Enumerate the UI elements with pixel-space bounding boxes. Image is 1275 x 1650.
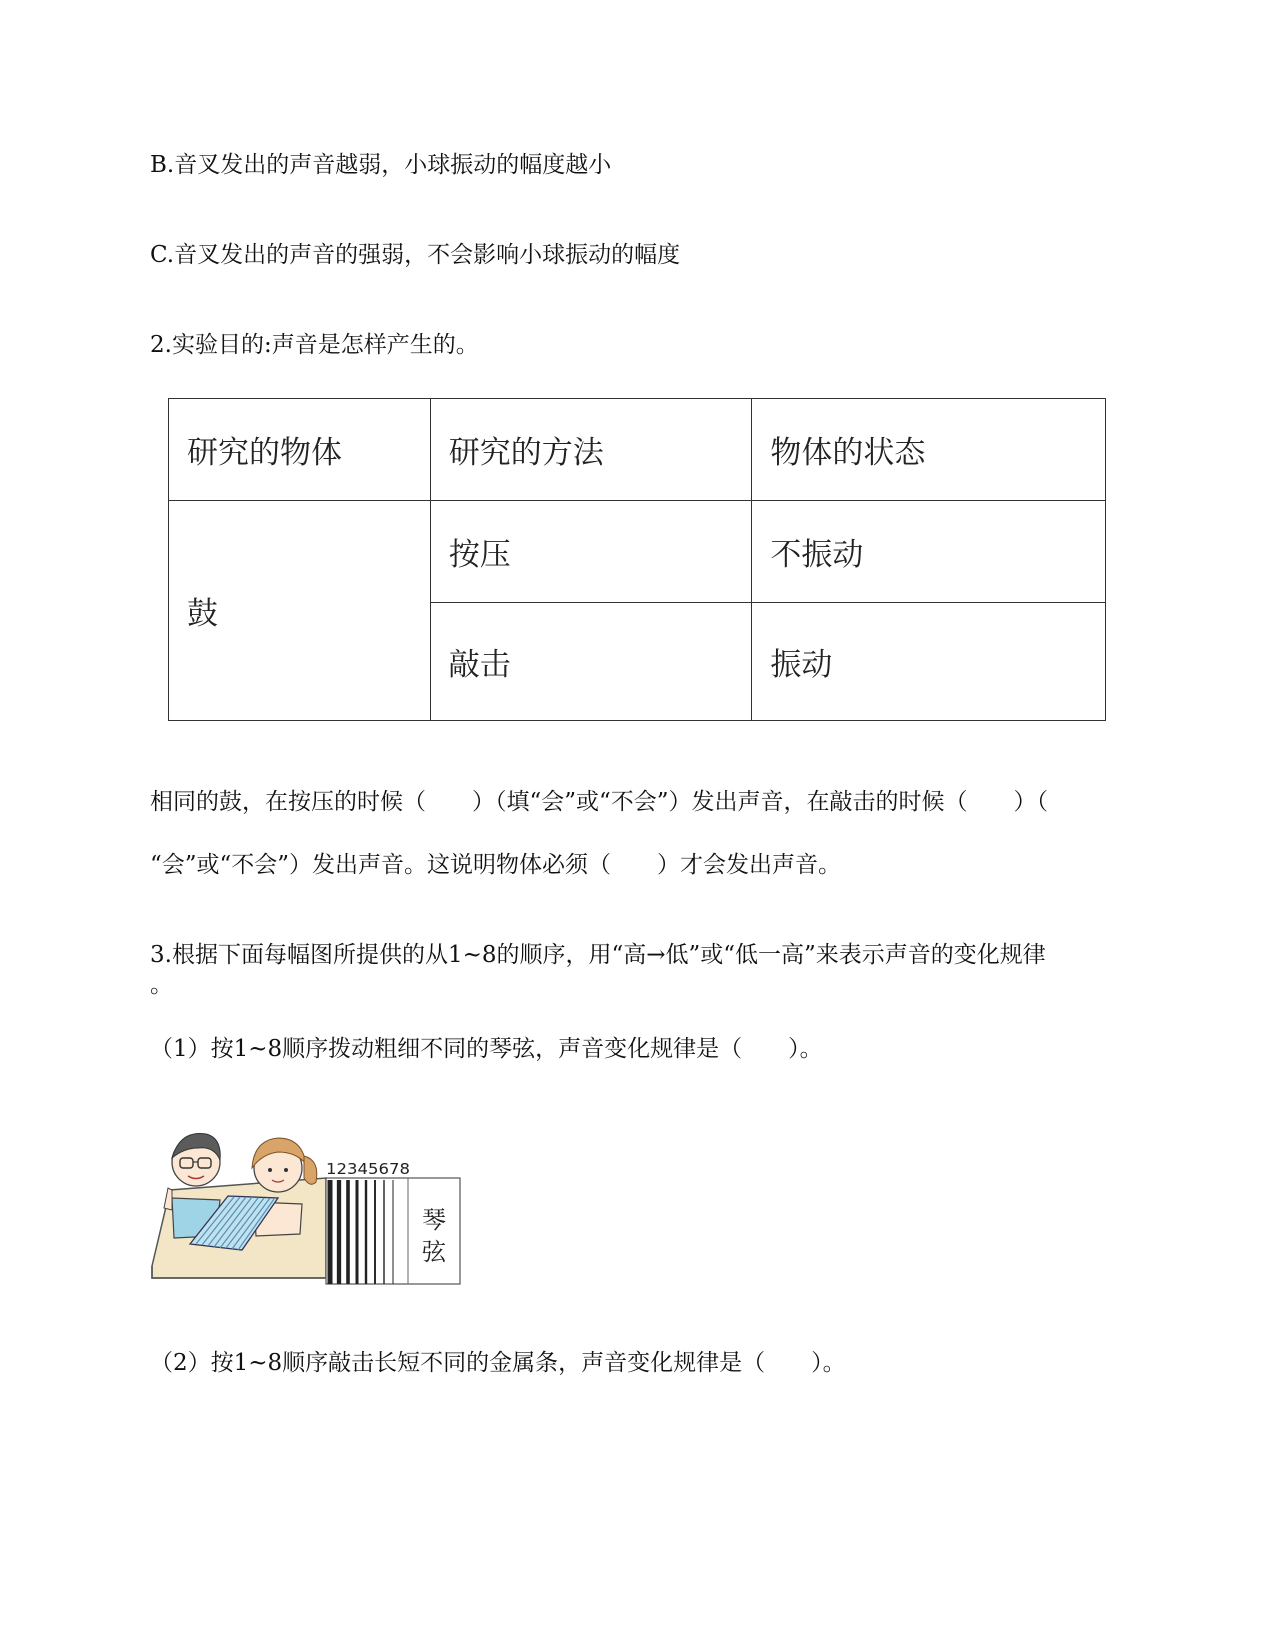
state-cell: 不振动	[752, 501, 1106, 603]
table-row	[169, 501, 1106, 603]
question-2-title: 2.实验目的:声音是怎样产生的。	[150, 332, 479, 358]
question-3-sub-2: （2）按1~8顺序敲击长短不同的金属条，声音变化规律是（ ）。	[150, 1350, 846, 1376]
header-state: 物体的状态	[752, 399, 1106, 501]
string-numbers: 12345678	[326, 1160, 410, 1178]
option-c: C.音叉发出的声音的强弱，不会影响小球振动的幅度	[150, 242, 681, 268]
question-2-fill-line-2: “会”或“不会”）发出声音。这说明物体必须（ ）才会发出声音。	[150, 852, 842, 878]
header-method: 研究的方法	[430, 399, 752, 501]
string-instrument-illustration	[150, 1118, 462, 1286]
object-cell: 鼓	[169, 501, 431, 721]
option-b: B.音叉发出的声音越弱，小球振动的幅度越小	[150, 152, 612, 178]
experiment-table	[168, 398, 1106, 721]
question-3-title-continued: 。	[150, 972, 173, 998]
illustration-svg	[150, 1118, 462, 1286]
method-cell: 按压	[430, 501, 752, 603]
state-cell: 振动	[752, 603, 1106, 721]
question-3-sub-1: （1）按1~8顺序拨动粗细不同的琴弦，声音变化规律是（ ）。	[150, 1036, 823, 1062]
table-header-row	[169, 399, 1106, 501]
question-2-fill-line-1: 相同的鼓，在按压的时候（ ）（填“会”或“不会”）发出声音，在敲击的时候（ ）（	[150, 789, 1049, 815]
header-object: 研究的物体	[169, 399, 431, 501]
method-cell: 敲击	[430, 603, 752, 721]
label-qin: 琴	[422, 1206, 446, 1234]
question-3-title: 3.根据下面每幅图所提供的从1~8的顺序，用“高→低”或“低一高”来表示声音的变化规律	[150, 942, 1046, 968]
label-xian: 弦	[422, 1238, 446, 1266]
